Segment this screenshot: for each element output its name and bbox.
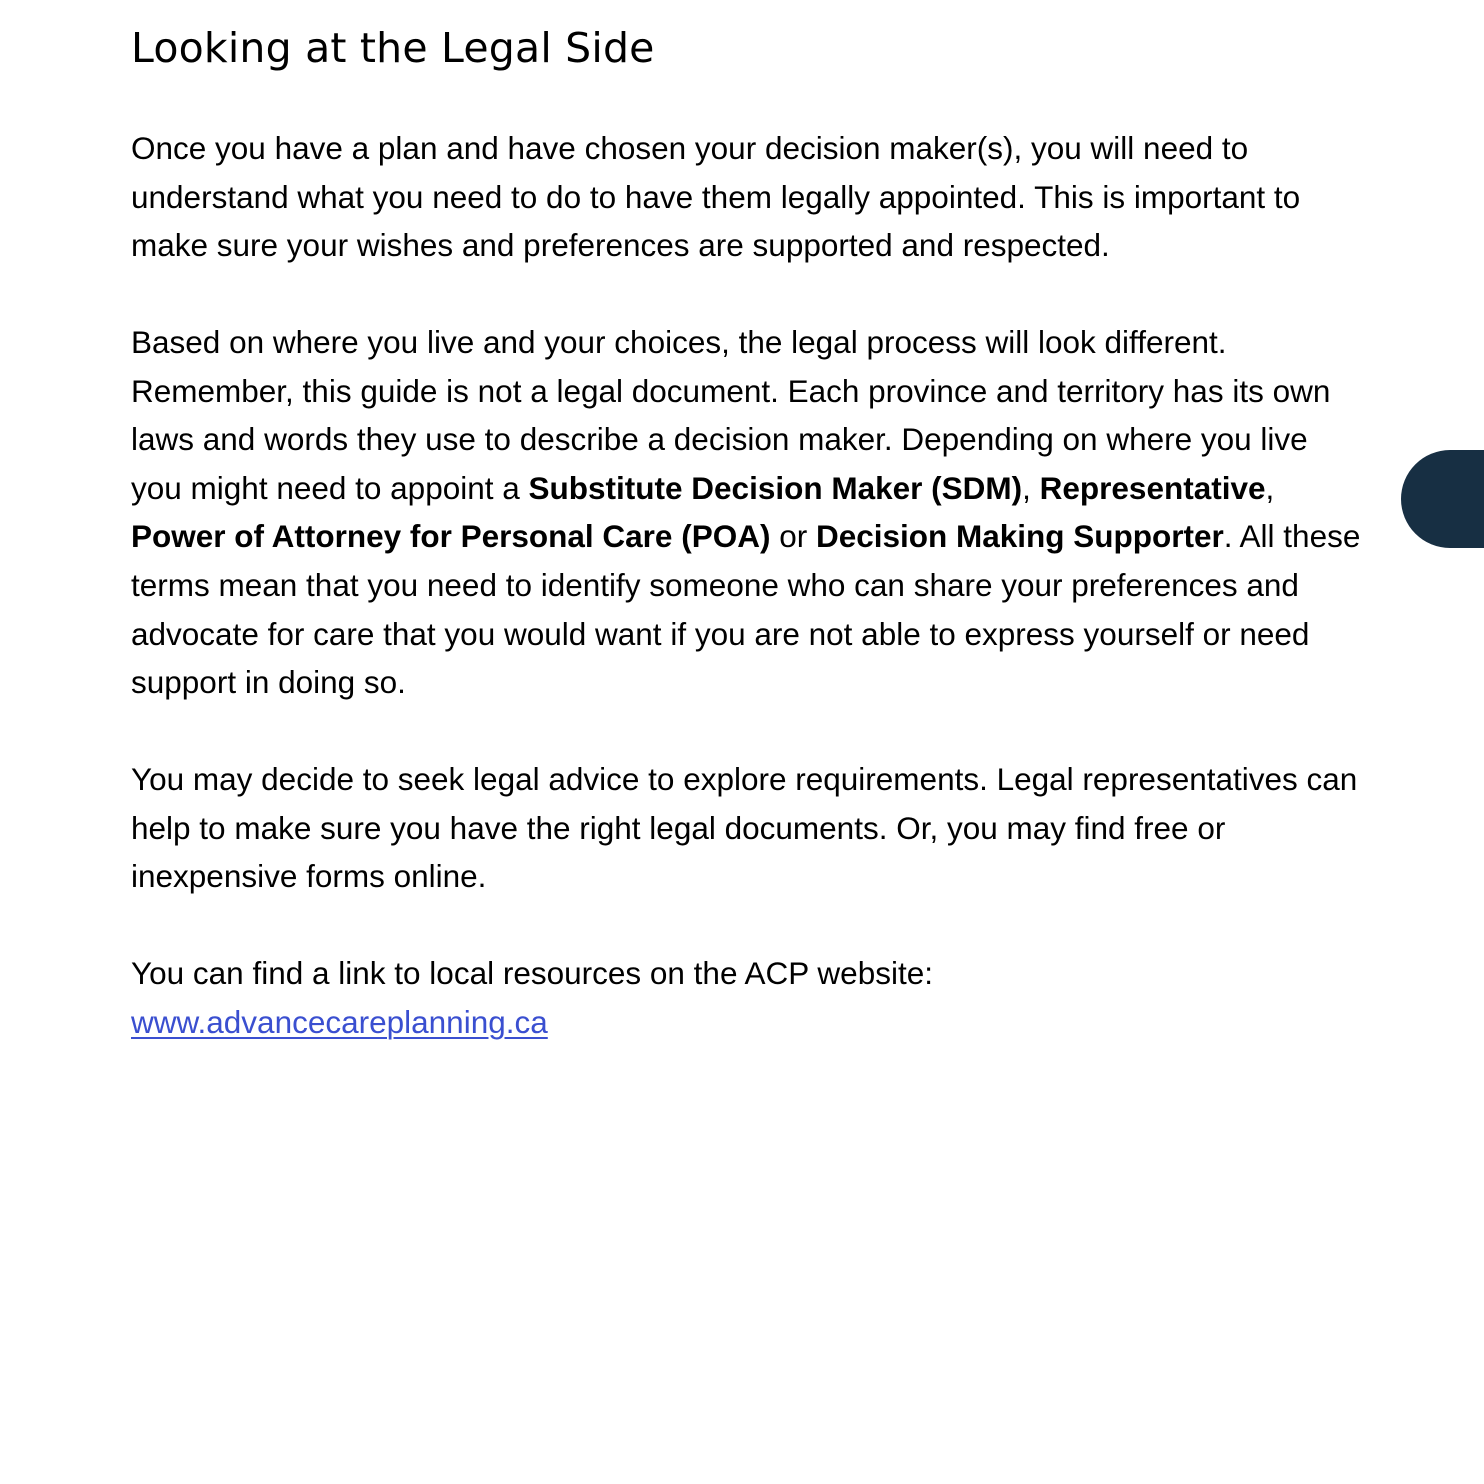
separator: ,: [1022, 469, 1040, 506]
acp-website-link[interactable]: www.advancecareplanning.ca: [131, 1003, 548, 1040]
term-representative: Representative: [1039, 469, 1266, 506]
paragraph-plan-appointment: Once you have a plan and have chosen your decision maker(s), you will need to understand what you need to do to have them legally appointed. This is important to make sure your wishes and preferences are supported and respected.: [131, 130, 1301, 264]
paragraph-text: . All these terms mean that you need to identify someone who can share your preferences and advocate for care that you would want if you are not able to express yourself or need support in doing so.: [131, 518, 1361, 701]
term-decision-making-supporter: Decision Making Supporter: [815, 518, 1224, 555]
page-title: Looking at the Legal Side: [131, 24, 655, 72]
paragraph-text: Based on where you live and your choices, the legal process will look different. Remember, this guide is not a legal document. Each province and territory has its own laws and words they use to describe a decision maker. Depending on where you live you might need to appoint a: [131, 324, 1331, 506]
section-side-tab: [1401, 450, 1484, 548]
term-substitute-decision-maker: Substitute Decision Maker (SDM): [528, 469, 1023, 506]
paragraph-legal-process: [131, 318, 1366, 707]
term-power-of-attorney: Power of Attorney for Personal Care (POA): [131, 518, 771, 555]
resources-text: You can find a link to local resources on the ACP website:: [131, 955, 933, 991]
paragraph-legal-advice: You may decide to seek legal advice to explore requirements. Legal representatives can help to make sure you have the right legal documents. Or, you may find free or inexpensive forms online.: [131, 761, 1358, 895]
separator: or: [770, 518, 816, 555]
separator: ,: [1265, 469, 1275, 506]
paragraph-resources: [131, 949, 1366, 1046]
